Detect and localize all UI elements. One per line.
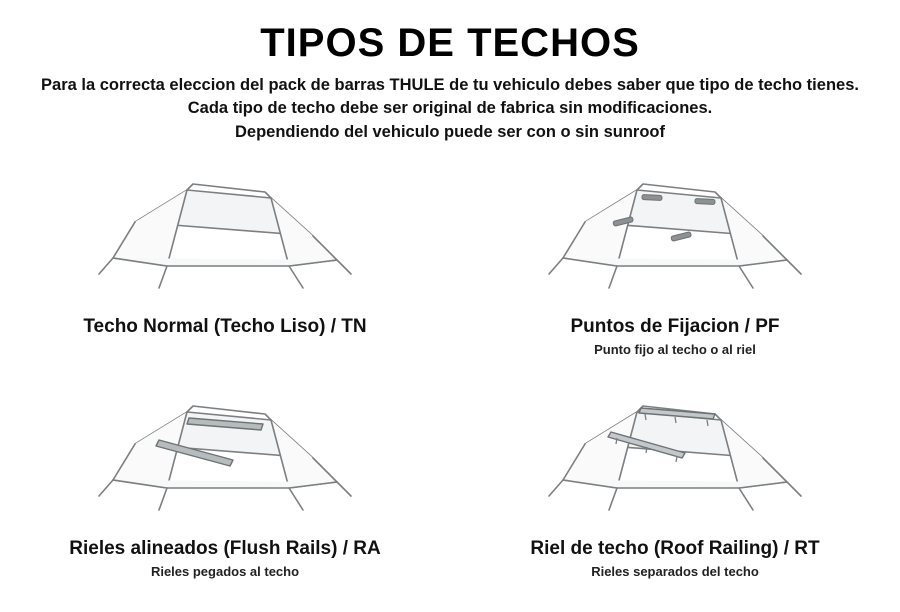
roof-type-card-ra — [0, 384, 450, 612]
subtitle-line-3: Dependiendo del vehiculo puede ser con o sin sunroof — [235, 122, 665, 141]
roof-type-card-tn — [0, 162, 450, 390]
car-roof-flushrails-icon — [0, 384, 450, 534]
page-title: TIPOS DE TECHOS — [260, 21, 640, 65]
page-subtitle — [0, 74, 900, 144]
subtitle-line-2: Cada tipo de techo debe ser original de fabrica sin modificaciones. — [187, 99, 713, 118]
roof-type-card-pf — [450, 162, 900, 390]
roof-type-caption-rt: Riel de techo (Roof Railing) / RT — [530, 538, 820, 560]
subtitle-line-1: Para la correcta eleccion del pack de barras THULE de tu vehiculo debes saber que tipo de techo tienes. — [41, 76, 859, 94]
roof-type-card-rt — [450, 384, 900, 612]
car-roof-fixpoints-icon — [450, 162, 900, 312]
car-roof-railing-icon — [450, 384, 900, 534]
roof-type-caption-ra: Rieles alineados (Flush Rails) / RA — [69, 538, 381, 560]
roof-type-caption-pf: Puntos de Fijacion / PF — [570, 316, 780, 338]
roof-types-grid — [0, 162, 900, 612]
roof-type-subcaption-ra: Rieles pegados al techo — [150, 564, 300, 580]
roof-type-subcaption-pf: Punto fijo al techo o al riel — [594, 342, 756, 358]
roof-type-caption-tn: Techo Normal (Techo Liso) / TN — [83, 316, 367, 338]
roof-type-subcaption-rt: Rieles separados del techo — [591, 564, 759, 580]
car-roof-plain-icon — [0, 162, 450, 312]
